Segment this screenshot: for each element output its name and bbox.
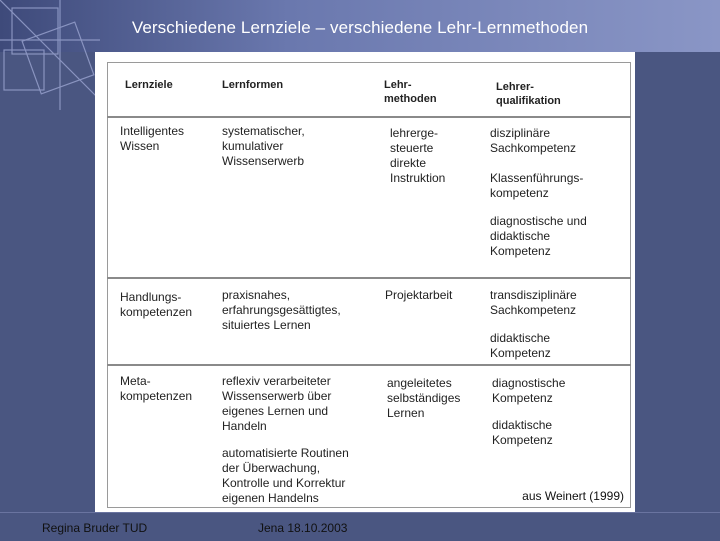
header-lernziele: Lernziele: [125, 79, 173, 91]
row-divider: [107, 364, 631, 366]
footer-author: Regina Bruder TUD: [42, 521, 148, 535]
row3-qualifikation-2: didaktische Kompetenz: [492, 418, 553, 447]
row2-qualifikation-2: didaktische Kompetenz: [490, 331, 551, 360]
row2-qualifikation-1: transdisziplinäre Sachkompetenz: [490, 288, 577, 317]
row1-qualifikation-1: disziplinäre Sachkompetenz: [490, 126, 577, 155]
header-lehrerqualifikation: Lehrer- qualifikation: [496, 81, 561, 107]
header-lehrmethoden: Lehr- methoden: [384, 79, 437, 105]
row1-lernziel: Intelligentes Wissen: [120, 124, 185, 153]
row1-lernform: systematischer, kumulativer Wissenserwerb: [222, 124, 305, 168]
row2-methode: Projektarbeit: [385, 288, 453, 302]
row1-qualifikation-2: Klassenführungs- kompetenz: [490, 171, 584, 200]
slide-title: Verschiedene Lernziele – verschiedene Lehr-Lernmethoden: [131, 18, 589, 37]
row-divider: [107, 277, 631, 279]
row1-qualifikation-3: diagnostische und didaktische Kompetenz: [490, 214, 587, 258]
row3-methode: angeleitetes selbständiges Lernen: [387, 376, 461, 420]
row2-lernform: praxisnahes, erfahrungsgesättigtes, situiertes Lernen: [222, 288, 341, 332]
header-lernformen: Lernformen: [222, 79, 284, 91]
row-divider: [107, 116, 631, 118]
row1-methode: lehrerge- steuerte direkte Instruktion: [390, 126, 446, 185]
row2-lernziel: Handlungs- kompetenzen: [120, 290, 193, 319]
row3-lernziel: Meta- kompetenzen: [120, 374, 193, 403]
row3-lernform-2: automatisierte Routinen der Überwachung, Kontrolle und Korrektur eigenen Handelns: [222, 446, 349, 505]
row3-lernform-1: reflexiv verarbeiteter Wissenserwerb über eigenes Lernen und Handeln: [222, 374, 332, 433]
row3-qualifikation-1: diagnostische Kompetenz: [492, 376, 566, 405]
footer-event: Jena 18.10.2003: [258, 521, 348, 535]
source-citation: aus Weinert (1999): [522, 489, 624, 503]
